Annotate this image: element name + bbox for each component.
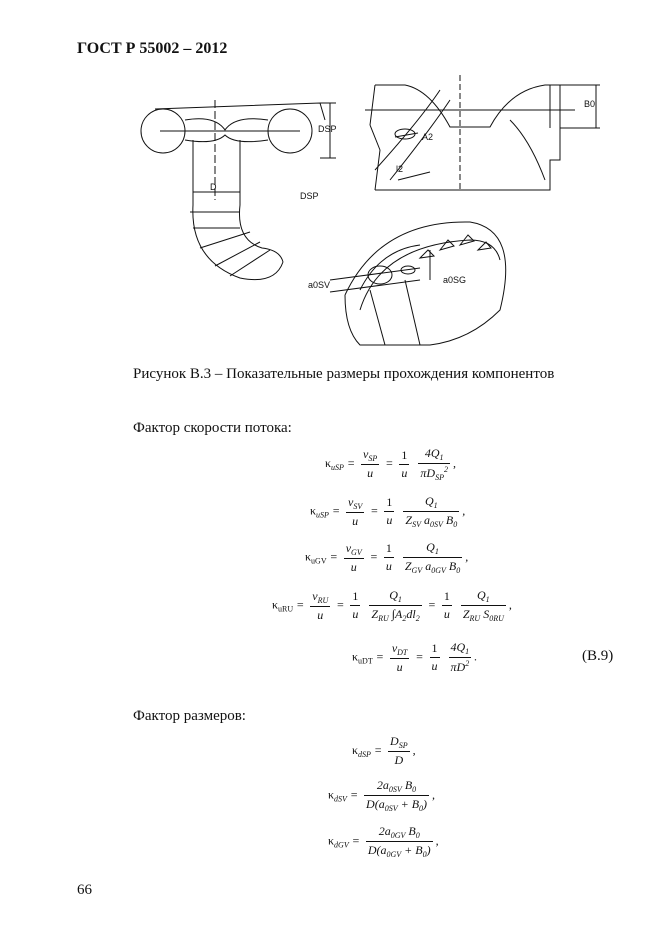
a2-label: A2 xyxy=(422,132,434,142)
technical-figure xyxy=(0,0,661,360)
formula-k-dsv: $\kappa_{dSV}$ = $\frac{2a_{0SV} B_0}{D(a_{0SV} + B_0)}$ , xyxy=(328,778,436,813)
speed-factor-heading: Фактор скорости потока: xyxy=(133,420,292,436)
size-factor-heading: Фактор размеров: xyxy=(133,708,246,724)
formula-k-udt: $\kappa_{uDT}$ = $\frac{v_{DT}}{u}$ = $\frac{1}{u}$ $\frac{4Q_1}{\pi D^2}$ . xyxy=(352,640,478,674)
figure-caption: Рисунок В.3 – Показательные размеры прохождения компонентов xyxy=(133,366,555,382)
d-dimension-label: D xyxy=(210,182,217,192)
document-header: ГОСТ Р 55002 – 2012 xyxy=(77,40,228,57)
formula-k-usp-1: $\kappa_{uSP}$ = $\frac{v_{SP}}{u}$ = $\frac{1}{u}$ $\frac{4Q_1}{\pi D_{SP}^2}$ , xyxy=(325,446,456,482)
dsp-dimension-label: DSP xyxy=(318,124,337,134)
a0sg-label: a0SG xyxy=(443,275,467,285)
formula-k-usp-2: $\kappa_{uSP}$ = $\frac{v_{SV}}{u}$ = $\frac{1}{u}$ $\frac{Q_1}{Z_{SV} a_{0SV} B_0}$ , xyxy=(310,494,466,529)
formula-k-uru: $\kappa_{uRU}$ = $\frac{v_{RU}}{u}$ = $\frac{1}{u}$ $\frac{Q_1}{Z_{RU} \int A_2dl_2}$ = $\frac{1}{u}$ $\frac{Q_1}{Z_{RU} S_{0RU}}$ , xyxy=(272,588,512,623)
spiral-casing-drawing xyxy=(141,100,336,280)
b0-label: B0 xyxy=(584,99,596,109)
a0sv-label: a0SV xyxy=(308,280,331,290)
page-number: 66 xyxy=(77,882,92,898)
formula-k-dsp: $\kappa_{dSP}$ = $\frac{D_{SP}}{D}$ , xyxy=(352,734,416,767)
guide-vane-drawing xyxy=(330,222,506,345)
dsp-label: DSP xyxy=(300,191,319,201)
formula-k-ugv: $\kappa_{uGV}$ = $\frac{v_{GV}}{u}$ = $\frac{1}{u}$ $\frac{Q_1}{Z_{GV} a_{0GV} B_0}$ , xyxy=(305,540,469,575)
formula-k-dgv: $\kappa_{dGV}$ = $\frac{2a_{0GV} B_0}{D(a_{0GV} + B_0)}$ , xyxy=(328,824,439,859)
l2-label: l2 xyxy=(396,164,404,174)
equation-number: (В.9) xyxy=(582,648,614,664)
